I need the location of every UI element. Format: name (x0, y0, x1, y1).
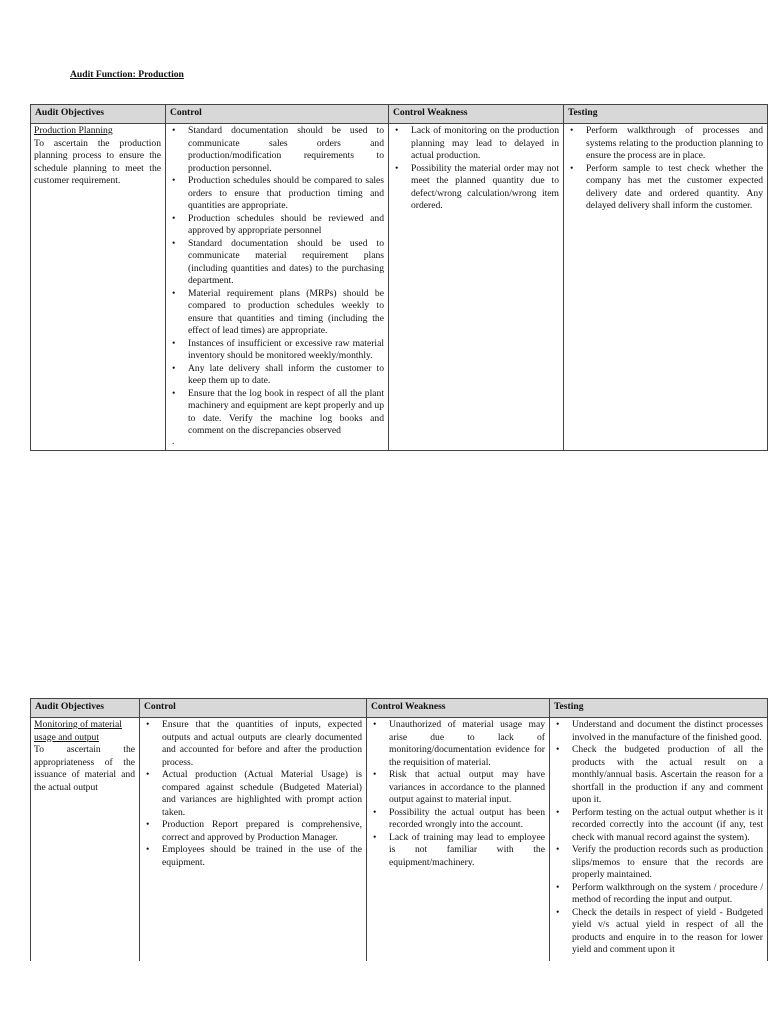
header-audit-objectives: Audit Objectives (31, 699, 140, 718)
list-item: • Employees should be trained in the use of the equipment. (143, 844, 362, 869)
header-testing: Testing (550, 699, 768, 718)
objective-title: Production Planning (34, 125, 113, 136)
list-item: • Lack of monitoring on the production planning may lead to delayed in actual production. (392, 125, 559, 163)
control-list (143, 719, 362, 869)
header-control-weakness: Control Weakness (389, 105, 564, 124)
header-control: Control (166, 105, 389, 124)
table-header-row (31, 699, 768, 718)
header-control: Control (140, 699, 367, 718)
list-item: • Perform walkthrough of processes and systems relating to the production planning to ensure the process are in place. (567, 125, 763, 163)
list-item: • Check the budgeted production of all the products with the actual result on a monthly/annual basis. Ascertain the reason for a shortfall in the production if any and comment upon it. (553, 744, 763, 807)
list-item: • Perform testing on the actual output whether is it recorded correctly into the account (if any, test check with manual record against the system). (553, 807, 763, 845)
table-row (31, 718, 768, 961)
objective-cell (31, 718, 140, 961)
header-audit-objectives: Audit Objectives (31, 105, 166, 124)
list-item: • Risk that actual output may have variances in accordance to the planned output against to material input. (370, 769, 545, 807)
testing-list (553, 719, 763, 957)
weakness-list (370, 719, 545, 869)
list-item: • Standard documentation should be used to communicate material requirement plans (including quantities and dates) to the purchasing department. (169, 238, 384, 288)
weakness-list (392, 125, 559, 213)
list-item: • Perform walkthrough on the system / procedure / method of recording the input and output. (553, 882, 763, 907)
objective-text: To ascertain the production planning process to ensure the schedule planning to meet the customer requirement. (34, 137, 161, 186)
list-item: • Production schedules should be compared to sales orders to ensure that production timing and quantities are appropriate. (169, 175, 384, 213)
testing-list (567, 125, 763, 213)
testing-cell (564, 124, 768, 451)
list-item: • Production schedules should be reviewed and approved by appropriate personnel (169, 213, 384, 238)
weakness-cell (389, 124, 564, 451)
list-item: • Standard documentation should be used to communicate sales orders and production/modification requirements to production personnel. (169, 125, 384, 175)
list-item: • Check the details in respect of yield - Budgeted yield v/s actual yield in respect of all the products and enquire in to the reason for lower yield and comment upon it (553, 907, 763, 957)
list-item: • Actual production (Actual Material Usage) is compared against schedule (Budgeted Material) and variances are highlighted with prompt action taken. (143, 769, 362, 819)
list-item: • Possibility the actual output has been recorded wrongly into the account. (370, 807, 545, 832)
list-item: • Ensure that the log book in respect of all the plant machinery and equipment are kept properly and up to date. Verify the machine log books and comment on the discrepancies observed (169, 388, 384, 438)
objective-text: To ascertain the appropriateness of the issuance of material and the actual output (34, 744, 135, 793)
list-item: • Possibility the material order may not meet the planned quantity due to defect/wrong calculation/wrong item ordered. (392, 163, 559, 213)
control-cell (166, 124, 389, 451)
table-header-row (31, 105, 768, 124)
list-item: • Instances of insufficient or excessive raw material inventory should be monitored weekly/monthly. (169, 338, 384, 363)
weakness-cell (367, 718, 550, 961)
list-item: • Perform sample to test check whether the company has met the customer expected delivery date and ordered quantity. Any delayed delivery shall inform the customer. (567, 163, 763, 213)
objective-title: Monitoring of material usage and output (34, 719, 122, 743)
control-cell (140, 718, 367, 961)
audit-table-production-planning (30, 104, 768, 451)
list-item: • Unauthorized of material usage may arise due to lack of monitoring/documentation evidence for the requisition of material. (370, 719, 545, 769)
trailing-mark: . (172, 435, 175, 447)
list-item: • Understand and document the distinct processes involved in the manufacture of the finished good. (553, 719, 763, 744)
testing-cell (550, 718, 768, 961)
table-row (31, 124, 768, 451)
header-control-weakness: Control Weakness (367, 699, 550, 718)
page-heading: Audit Function: Production (70, 69, 184, 80)
audit-table-material-usage (30, 698, 768, 961)
list-item: • Lack of training may lead to employee is not familiar with the equipment/machinery. (370, 832, 545, 870)
objective-cell (31, 124, 166, 451)
list-item: • Ensure that the quantities of inputs, expected outputs and actual outputs are clearly documented and accounted for before and after the production process. (143, 719, 362, 769)
control-list (169, 125, 384, 438)
list-item: • Verify the production records such as production slips/memos to ensure that the records are properly maintained. (553, 844, 763, 882)
list-item: • Any late delivery shall inform the customer to keep them up to date. (169, 363, 384, 388)
header-testing: Testing (564, 105, 768, 124)
list-item: • Material requirement plans (MRPs) should be compared to production schedules weekly to ensure that quantities and timing (including the effect of lead times) are appropriate. (169, 288, 384, 338)
list-item: • Production Report prepared is comprehensive, correct and approved by Production Manager. (143, 819, 362, 844)
